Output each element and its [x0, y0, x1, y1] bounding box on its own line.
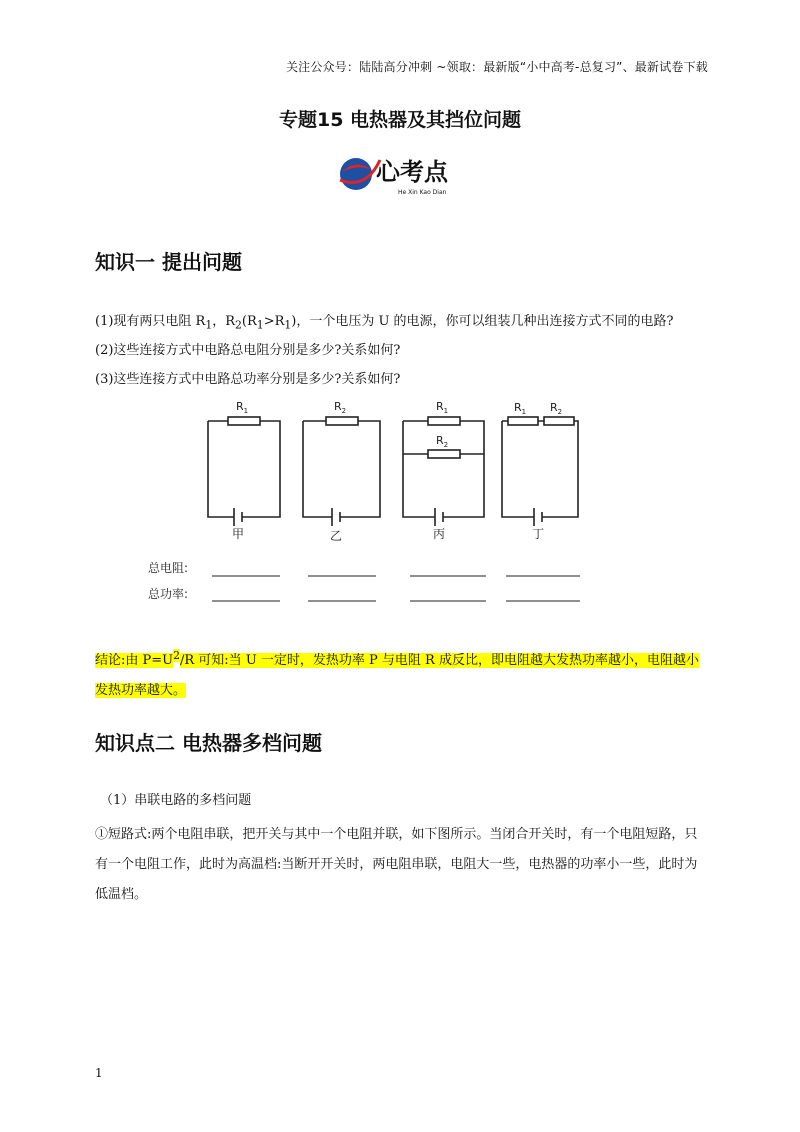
resistor-r1 — [228, 417, 260, 425]
row-label-power: 总功率: — [148, 587, 189, 601]
label-r1: $R_1$ — [236, 400, 249, 415]
q1-sub: 1 — [256, 318, 264, 332]
question-1 — [95, 314, 674, 334]
label-r2: $R_2$ — [550, 401, 563, 416]
logo-text: 心考点 — [376, 158, 448, 186]
circuit-label-bing: 丙 — [433, 527, 446, 541]
resistor-r1 — [428, 417, 460, 425]
circuit-ding — [502, 417, 578, 526]
q1-sub: 2 — [235, 318, 242, 332]
subsection-heading: （1）串联电路的多档问题 — [100, 793, 252, 808]
circuit-jia — [208, 417, 280, 526]
page-number: 1 — [95, 1066, 103, 1080]
row-label-resistance: 总电阻: — [148, 561, 189, 575]
circuit-diagrams — [130, 395, 610, 610]
conclusion-part2: /R 可知:当 U 一定时，发热功率 P 与电阻 R 成反比，即电阻越大发热功率越小，电阻越小发热功率越大。 — [95, 653, 699, 699]
conclusion-sup: 2 — [173, 649, 180, 662]
logo-graphic — [336, 150, 476, 198]
logo-globe — [340, 158, 372, 190]
header-note: 关注公众号：陆陆高分冲刺 ~领取：最新版“小中高考-总复习”、最新试卷下载 — [285, 60, 708, 74]
circuit-label-jia: 甲 — [232, 527, 245, 541]
label-r2: $R_2$ — [436, 434, 449, 449]
q1-prefix: (1)现有两只电阻 R — [95, 314, 206, 329]
q1-mid2: (R — [241, 314, 257, 329]
resistor-r2 — [428, 450, 460, 458]
circuit-label-ding: 丁 — [532, 527, 545, 541]
label-r1: $R_1$ — [514, 401, 527, 416]
conclusion-part1: 结论:由 P=U — [95, 653, 174, 669]
q1-sub: 1 — [205, 318, 213, 332]
question-2: (2)这些连接方式中电路总电阻分别是多少?关系如何? — [95, 343, 401, 358]
logo — [336, 150, 476, 198]
resistor-r2 — [326, 417, 358, 425]
circuit-label-yi: 乙 — [330, 529, 343, 543]
question-3: (3)这些连接方式中电路总功率分别是多少?关系如何? — [95, 372, 401, 387]
q1-suffix: )，一个电压为 U 的电源，你可以组装几种出连接方式不同的电路? — [291, 314, 674, 329]
resistor-r1 — [508, 417, 538, 425]
page-title: 专题15 电热器及其挡位问题 — [278, 109, 522, 131]
circuit-yi — [303, 417, 380, 526]
section-heading-1: 知识一 提出问题 — [95, 250, 242, 274]
q1-mid3: >R — [263, 314, 285, 329]
logo-subtext: He Xin Kao Dian — [398, 189, 447, 196]
label-r1: $R_1$ — [436, 400, 449, 415]
conclusion — [95, 641, 705, 706]
label-r2: $R_2$ — [334, 400, 347, 415]
q1-sub: 1 — [284, 318, 292, 332]
body-paragraph: ①短路式:两个电阻串联，把开关与其中一个电阻并联，如下图所示。当闭合开关时，有一个电阻短路，只有一个电阻工作，此时为高温档:当断开开关时，两电阻串联，电阻大一些，电热器的功率小一些，此时为低温档。 — [95, 827, 698, 902]
section-heading-2: 知识点二 电热器多档问题 — [95, 731, 322, 755]
resistor-r2 — [544, 417, 574, 425]
q1-mid1: ，R — [212, 314, 236, 329]
